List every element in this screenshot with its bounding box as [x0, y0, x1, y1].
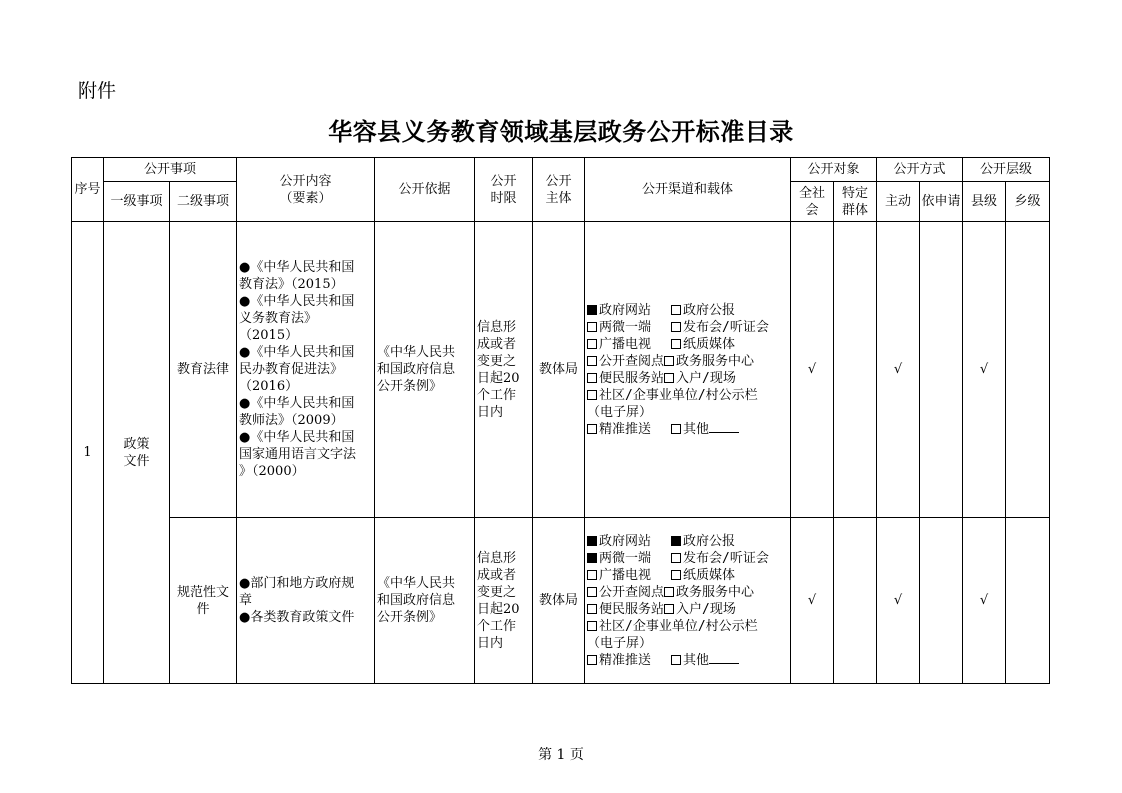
- catalog-table: [71, 157, 1050, 684]
- header-level2: 二级事项: [170, 182, 237, 222]
- row-channels: 政府网站 政府公报 两微一端 发布会/听证会 广播电视 纸质媒体 公开查阅点 政务服务中心 便民服务站 入户/现场 社区/企事业单位/村公示栏 （电子屏） 精准推送 其他: [585, 222, 791, 518]
- checkbox-icon: [671, 305, 681, 315]
- header-item: 公开事项: [104, 158, 237, 182]
- row-method-active: √: [877, 222, 920, 518]
- checkbox-icon: [587, 621, 597, 631]
- row-method-active: √: [877, 518, 920, 684]
- checkbox-icon: [587, 339, 597, 349]
- row-audience-specific: [834, 222, 877, 518]
- table-row: [72, 518, 1050, 684]
- header-audience: 公开对象: [791, 158, 877, 182]
- checkbox-icon: [587, 553, 597, 563]
- row-tier-township: [1006, 518, 1050, 684]
- checkbox-icon: [664, 356, 674, 366]
- row-time-limit: 信息形 成或者 变更之 日起20 个工作 日内: [475, 222, 533, 518]
- row-method-request: [920, 222, 963, 518]
- checkbox-icon: [671, 322, 681, 332]
- checkbox-icon: [671, 339, 681, 349]
- row-level1: 政策 文件: [104, 222, 170, 684]
- header-subject: 公开 主体: [533, 158, 585, 222]
- checkbox-icon: [587, 356, 597, 366]
- checkbox-icon: [671, 424, 681, 434]
- checkbox-icon: [671, 655, 681, 665]
- row-content: ●《中华人民共和国 教育法》（2015） ●《中华人民共和国 义务教育法》 （2015） ●《中华人民共和国 民办教育促进法》 （2016） ●《中华人民共和国 教师法》（2009） ●《中华人民共和国 国家通用语言文字法 》（2000）: [237, 222, 375, 518]
- header-tier-county: 县级: [963, 182, 1006, 222]
- checkbox-icon: [671, 570, 681, 580]
- header-content: 公开内容 （要素）: [237, 158, 375, 222]
- checkbox-icon: [587, 390, 597, 400]
- row-channels: 政府网站 政府公报 两微一端 发布会/听证会 广播电视 纸质媒体 公开查阅点 政务服务中心 便民服务站 入户/现场 社区/企事业单位/村公示栏 （电子屏） 精准推送 其他: [585, 518, 791, 684]
- checkbox-icon: [587, 604, 597, 614]
- row-audience-all: √: [791, 222, 834, 518]
- checkbox-icon: [587, 536, 597, 546]
- header-time-limit: 公开 时限: [475, 158, 533, 222]
- checkbox-icon: [671, 553, 681, 563]
- header-tier: 公开层级: [963, 158, 1050, 182]
- row-basis: 《中华人民共 和国政府信息 公开条例》: [375, 222, 475, 518]
- header-audience-specific: 特定 群体: [834, 182, 877, 222]
- checkbox-icon: [587, 587, 597, 597]
- checkbox-icon: [587, 305, 597, 315]
- checkbox-icon: [587, 373, 597, 383]
- attachment-label: 附件: [78, 80, 117, 102]
- row-tier-township: [1006, 222, 1050, 518]
- page-footer: 第 1 页: [538, 747, 584, 763]
- header-level1: 一级事项: [104, 182, 170, 222]
- checkbox-icon: [587, 570, 597, 580]
- row-index: 1: [72, 222, 104, 684]
- row-audience-all: √: [791, 518, 834, 684]
- header-index: 序号: [72, 158, 104, 222]
- row-tier-county: √: [963, 222, 1006, 518]
- row-subject: 教体局: [533, 222, 585, 518]
- header-row-1: [72, 158, 1050, 182]
- header-method: 公开方式: [877, 158, 963, 182]
- checkbox-icon: [664, 587, 674, 597]
- row-time-limit: 信息形 成或者 变更之 日起20 个工作 日内: [475, 518, 533, 684]
- checkbox-icon: [664, 604, 674, 614]
- header-tier-township: 乡级: [1006, 182, 1050, 222]
- header-method-active: 主动: [877, 182, 920, 222]
- row-method-request: [920, 518, 963, 684]
- checkbox-icon: [587, 424, 597, 434]
- row-subject: 教体局: [533, 518, 585, 684]
- row-tier-county: √: [963, 518, 1006, 684]
- table-row: [72, 222, 1050, 518]
- row-level2: 教育法律: [170, 222, 237, 518]
- row-level2: 规范性文 件: [170, 518, 237, 684]
- header-basis: 公开依据: [375, 158, 475, 222]
- checkbox-icon: [587, 655, 597, 665]
- blank-underline: [709, 652, 739, 664]
- row-content: ●部门和地方政府规 章 ●各类教育政策文件: [237, 518, 375, 684]
- checkbox-icon: [664, 373, 674, 383]
- row-basis: 《中华人民共 和国政府信息 公开条例》: [375, 518, 475, 684]
- page-title: 华容县义务教育领域基层政务公开标准目录: [328, 118, 794, 146]
- header-channel: 公开渠道和载体: [585, 158, 791, 222]
- checkbox-icon: [671, 536, 681, 546]
- header-audience-all: 全社 会: [791, 182, 834, 222]
- blank-underline: [709, 421, 739, 433]
- checkbox-icon: [587, 322, 597, 332]
- row-audience-specific: [834, 518, 877, 684]
- header-method-request: 依申请: [920, 182, 963, 222]
